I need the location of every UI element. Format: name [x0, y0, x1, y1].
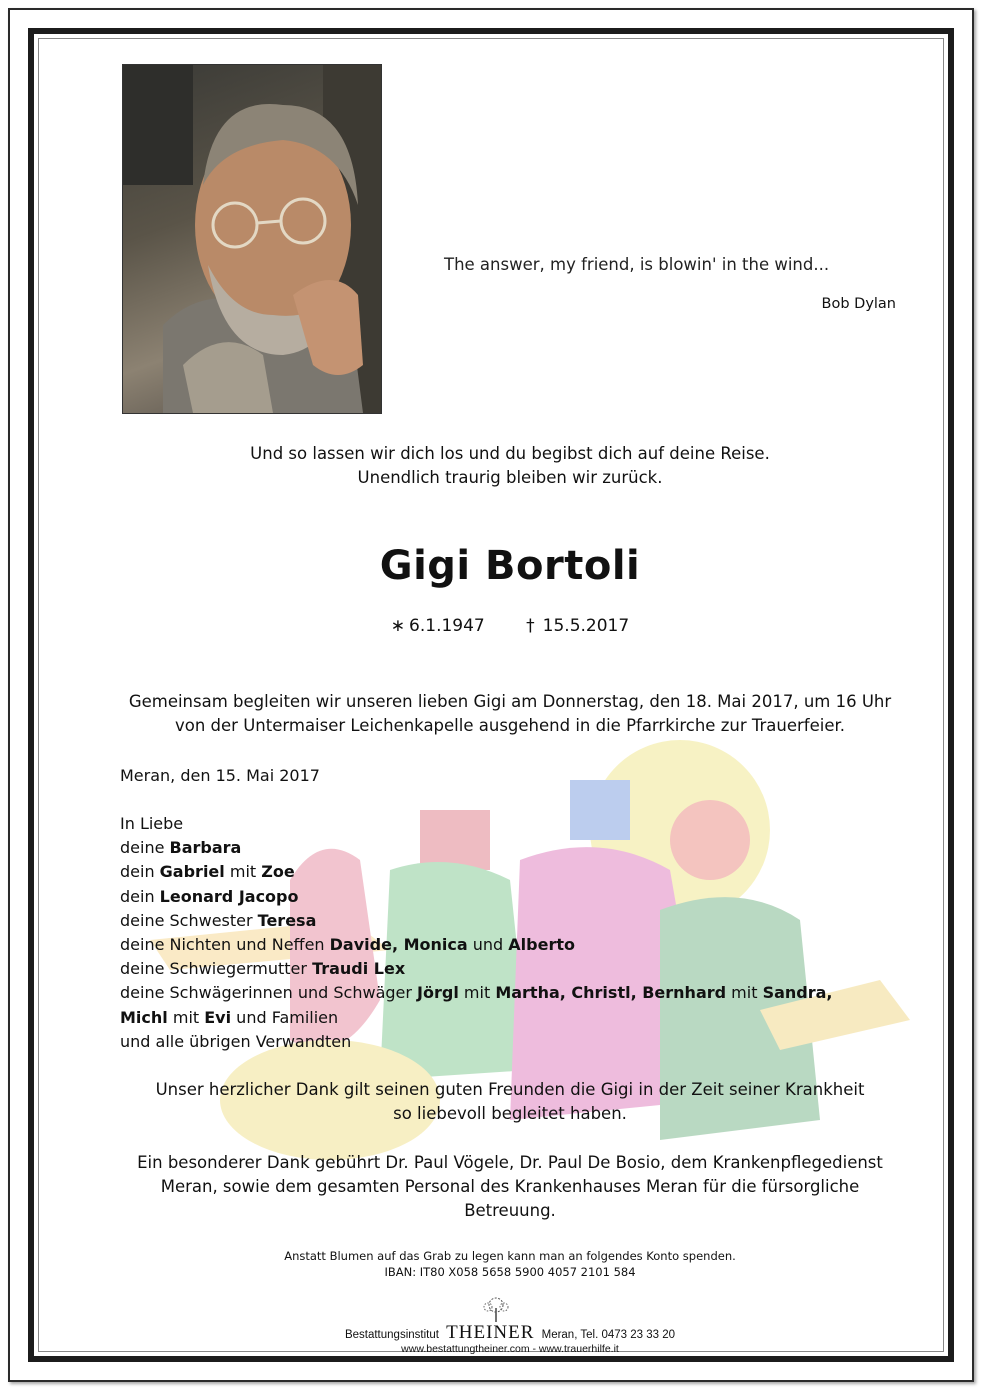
mourner-line: deine Nichten und Neffen Davide, Monica und Alberto	[120, 935, 575, 955]
thanks-doctors-line-3: Betreuung.	[464, 1201, 556, 1220]
mourner-line: deine Schwester Teresa	[120, 910, 317, 930]
mourner-line: und alle übrigen Verwandten	[120, 1031, 352, 1051]
funeral-home-contact: Meran, Tel. 0473 23 33 20	[541, 1329, 676, 1341]
tree-logo-icon	[476, 1296, 516, 1322]
birth-date-group	[391, 616, 485, 636]
death-date-group	[526, 616, 629, 636]
ceremony-line-1: Gemeinsam begleiten wir unseren lieben Gigi am Donnerstag, den 18. Mai 2017, um 16 Uhr	[128, 692, 892, 711]
place-date: Meran, den 15. Mai 2017	[120, 766, 320, 785]
mourner-line: deine Barbara	[120, 838, 242, 858]
mourners-list	[120, 812, 833, 1054]
mourner-line: deine Schwägerinnen und Schwäger Jörgl mit Martha, Christl, Bernhard mit Sandra,	[120, 983, 833, 1003]
donation-line-1: Anstatt Blumen auf das Grab zu legen kann man an folgendes Konto spenden.	[284, 1249, 736, 1263]
portrait-photo	[122, 64, 382, 414]
intro-line-2: Unendlich traurig bleiben wir zurück.	[357, 468, 663, 487]
ceremony-line-2: von der Untermaiser Leichenkapelle ausgehend in die Pfarrkirche zur Trauerfeier.	[175, 716, 845, 735]
birth-star-icon: ∗	[390, 616, 406, 636]
thanks-friends	[60, 1078, 960, 1126]
funeral-home-line	[60, 1322, 960, 1344]
thanks-doctors-line-2: Meran, sowie dem gesamten Personal des Krankenhauses Meran für die fürsorgliche	[160, 1177, 860, 1196]
intro-line-1: Und so lassen wir dich los und du begibst dich auf deine Reise.	[250, 444, 770, 463]
death-date: 15.5.2017	[542, 616, 630, 636]
intro-text	[60, 442, 960, 490]
death-cross-icon: †	[526, 616, 535, 636]
thanks-friends-line-1: Unser herzlicher Dank gilt seinen guten Freunden die Gigi in der Zeit seiner Krankheit	[155, 1080, 865, 1099]
funeral-home-urls[interactable]: www.bestattungtheiner.com - www.trauerhilfe.it	[401, 1343, 619, 1355]
mourner-line: deine Schwiegermutter Traudi Lex	[120, 959, 406, 979]
donation-note	[60, 1248, 960, 1280]
birth-date: 6.1.1947	[409, 616, 485, 636]
ceremony-text	[60, 690, 960, 738]
thanks-doctors-line-1: Ein besonderer Dank gebührt Dr. Paul Vögele, Dr. Paul De Bosio, dem Krankenpflegedienst	[137, 1153, 883, 1172]
donation-iban: IBAN: IT80 X058 5658 5900 4057 2101 584	[384, 1265, 636, 1279]
mourner-line: dein Leonard Jacopo	[120, 886, 299, 906]
thanks-friends-line-2: so liebevoll begleitet haben.	[393, 1104, 627, 1123]
funeral-home-prefix: Bestattungsinstitut	[344, 1329, 439, 1341]
mourners-intro: In Liebe	[120, 814, 184, 833]
life-dates	[60, 616, 960, 636]
funeral-home-brand: THEINER	[446, 1322, 535, 1343]
quote-author: Bob Dylan	[821, 296, 896, 312]
mourner-line: Michl mit Evi und Familien	[120, 1007, 339, 1027]
mourner-line: dein Gabriel mit Zoe	[120, 862, 295, 882]
thanks-doctors	[60, 1151, 960, 1223]
deceased-name: Gigi Bortoli	[379, 543, 641, 589]
quote-text: The answer, my friend, is blowin' in the wind...	[444, 255, 830, 274]
